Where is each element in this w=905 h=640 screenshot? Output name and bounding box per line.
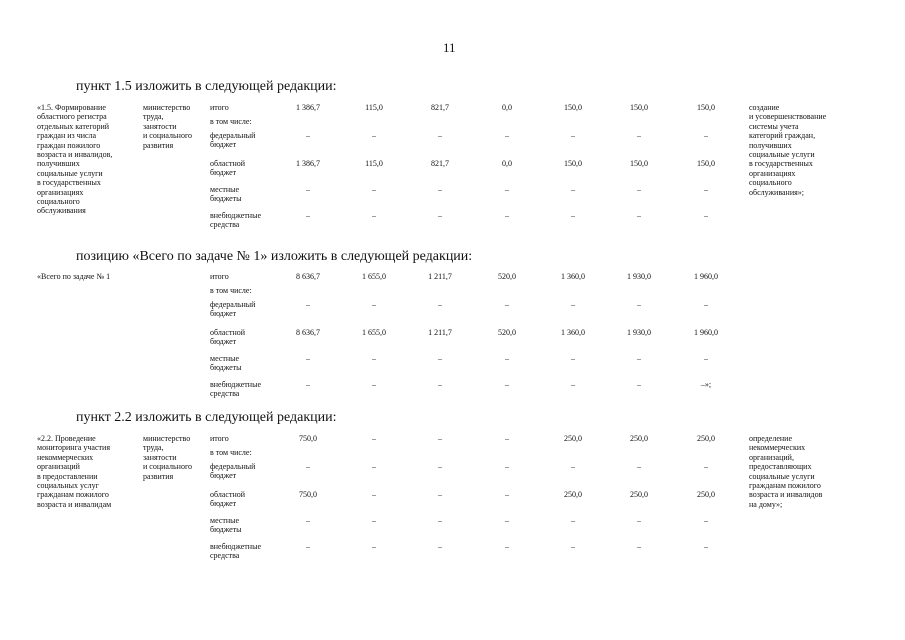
funding-value: – (571, 462, 575, 471)
funding-value: – (505, 211, 509, 220)
funding-value: – (505, 462, 509, 471)
funding-value: – (704, 354, 708, 363)
executor: министерство труда, занятости и социального развития (143, 434, 193, 481)
funding-value: – (306, 131, 310, 140)
funding-value: – (505, 542, 509, 551)
funding-value: – (571, 516, 575, 525)
funding-value: 0,0 (502, 103, 512, 112)
funding-value: – (438, 211, 442, 220)
funding-source: внебюджетные средства (210, 380, 261, 399)
funding-value: 1 386,7 (296, 103, 320, 112)
funding-value: 150,0 (630, 103, 648, 112)
section-heading: пункт 1.5 изложить в следующей редакции: (76, 79, 337, 94)
funding-value: – (372, 490, 376, 499)
funding-value: 250,0 (697, 434, 715, 443)
section-heading: пункт 2.2 изложить в следующей редакции: (76, 410, 337, 425)
funding-value: – (438, 185, 442, 194)
funding-value: – (306, 354, 310, 363)
funding-value: – (505, 490, 509, 499)
funding-value: – (372, 462, 376, 471)
funding-value: – (637, 185, 641, 194)
funding-value: – (505, 380, 509, 389)
funding-source: итого (210, 434, 229, 443)
funding-source: областной бюджет (210, 159, 246, 178)
funding-value: – (306, 542, 310, 551)
funding-value: – (505, 434, 509, 443)
funding-value: – (438, 354, 442, 363)
funding-value: – (438, 131, 442, 140)
funding-value: 1 360,0 (561, 272, 585, 281)
funding-value: – (637, 516, 641, 525)
funding-value: 150,0 (697, 159, 715, 168)
funding-value: 115,0 (365, 103, 383, 112)
funding-value: – (637, 380, 641, 389)
expected-result: определение некоммерческих организаций, предоставляющих социальные услуги гражданам пожилого возраста и инвалидов на дому»; (749, 434, 823, 509)
funding-value: – (637, 462, 641, 471)
funding-value: – (306, 300, 310, 309)
funding-value: – (571, 542, 575, 551)
funding-value: 150,0 (697, 103, 715, 112)
funding-value: – (438, 542, 442, 551)
expected-result: создание и усовершенствование системы учета категорий граждан, получивших социальные услуги в государственных организациях социального обслуживания»; (749, 103, 827, 197)
funding-value: – (571, 380, 575, 389)
funding-value: 250,0 (697, 490, 715, 499)
funding-value: 1 960,0 (694, 272, 718, 281)
funding-value: 1 960,0 (694, 328, 718, 337)
funding-value: – (438, 490, 442, 499)
funding-value: 150,0 (630, 159, 648, 168)
funding-value: 250,0 (630, 434, 648, 443)
funding-value: 1 930,0 (627, 328, 651, 337)
funding-source: областной бюджет (210, 328, 246, 347)
funding-source: внебюджетные средства (210, 211, 261, 230)
funding-value: 1 360,0 (561, 328, 585, 337)
funding-value: – (505, 354, 509, 363)
funding-value: 1 211,7 (428, 328, 452, 337)
funding-value: – (505, 185, 509, 194)
funding-value: – (438, 462, 442, 471)
funding-value: – (571, 354, 575, 363)
funding-source: итого (210, 272, 229, 281)
funding-value: – (704, 131, 708, 140)
funding-value: – (306, 462, 310, 471)
measure-name: «Всего по задаче № 1 (37, 272, 111, 281)
funding-value: 750,0 (299, 490, 317, 499)
funding-value: – (637, 354, 641, 363)
measure-name: «1.5. Формирование областного регистра отдельных категорий граждан из числа граждан пожилого возраста и инвалидов, получивших социальные услуги в государственных организациях социального обслуживания (37, 103, 113, 216)
funding-source: федеральный бюджет (210, 131, 256, 150)
funding-value: 1 930,0 (627, 272, 651, 281)
funding-source: в том числе: (210, 117, 252, 126)
funding-value: – (704, 516, 708, 525)
funding-value: – (505, 516, 509, 525)
funding-value: 520,0 (498, 328, 516, 337)
funding-value: – (372, 211, 376, 220)
funding-value: – (637, 300, 641, 309)
funding-value: – (306, 211, 310, 220)
funding-source: в том числе: (210, 448, 252, 457)
funding-value: 115,0 (365, 159, 383, 168)
funding-value: 1 386,7 (296, 159, 320, 168)
section-heading: позицию «Всего по задаче № 1» изложить в следующей редакции: (76, 249, 473, 264)
funding-value: – (704, 185, 708, 194)
funding-value: 0,0 (502, 159, 512, 168)
funding-value: – (571, 185, 575, 194)
funding-value: – (372, 516, 376, 525)
measure-name: «2.2. Проведение мониторинга участия некоммерческих организаций в предоставлении социальных услуг гражданам пожилого возраста и инвалидам (37, 434, 112, 509)
funding-source: внебюджетные средства (210, 542, 261, 561)
funding-value: 250,0 (564, 434, 582, 443)
funding-value: – (505, 131, 509, 140)
funding-value: 821,7 (431, 103, 449, 112)
funding-source: местные бюджеты (210, 516, 242, 535)
funding-value: 8 636,7 (296, 328, 320, 337)
funding-value: – (372, 131, 376, 140)
funding-value: 8 636,7 (296, 272, 320, 281)
funding-source: областной бюджет (210, 490, 246, 509)
funding-value: – (438, 380, 442, 389)
funding-value: 520,0 (498, 272, 516, 281)
executor: министерство труда, занятости и социального развития (143, 103, 193, 150)
funding-value: – (704, 462, 708, 471)
funding-value: – (306, 185, 310, 194)
funding-value: – (637, 211, 641, 220)
funding-value: 1 211,7 (428, 272, 452, 281)
funding-value: 250,0 (564, 490, 582, 499)
funding-value: – (704, 300, 708, 309)
funding-value: – (637, 131, 641, 140)
funding-value: – (438, 300, 442, 309)
funding-value: – (704, 542, 708, 551)
funding-value: – (306, 516, 310, 525)
funding-value: – (571, 131, 575, 140)
funding-value: 1 655,0 (362, 272, 386, 281)
funding-value: 1 655,0 (362, 328, 386, 337)
funding-value: – (438, 516, 442, 525)
funding-value: 150,0 (564, 103, 582, 112)
funding-value: 150,0 (564, 159, 582, 168)
funding-source: местные бюджеты (210, 185, 242, 204)
funding-source: федеральный бюджет (210, 300, 256, 319)
funding-value: – (306, 380, 310, 389)
funding-value: – (372, 434, 376, 443)
page-number: 11 (443, 40, 456, 55)
funding-value: 821,7 (431, 159, 449, 168)
funding-value: – (505, 300, 509, 309)
funding-value: –»; (700, 380, 712, 389)
funding-source: в том числе: (210, 286, 252, 295)
funding-value: 750,0 (299, 434, 317, 443)
funding-value: – (372, 380, 376, 389)
funding-value: – (372, 300, 376, 309)
funding-value: – (438, 434, 442, 443)
funding-value: 250,0 (630, 490, 648, 499)
funding-value: – (571, 211, 575, 220)
funding-value: – (372, 354, 376, 363)
funding-value: – (372, 185, 376, 194)
funding-value: – (704, 211, 708, 220)
funding-source: местные бюджеты (210, 354, 242, 373)
funding-source: федеральный бюджет (210, 462, 256, 481)
funding-source: итого (210, 103, 229, 112)
funding-value: – (372, 542, 376, 551)
funding-value: – (571, 300, 575, 309)
funding-value: – (637, 542, 641, 551)
